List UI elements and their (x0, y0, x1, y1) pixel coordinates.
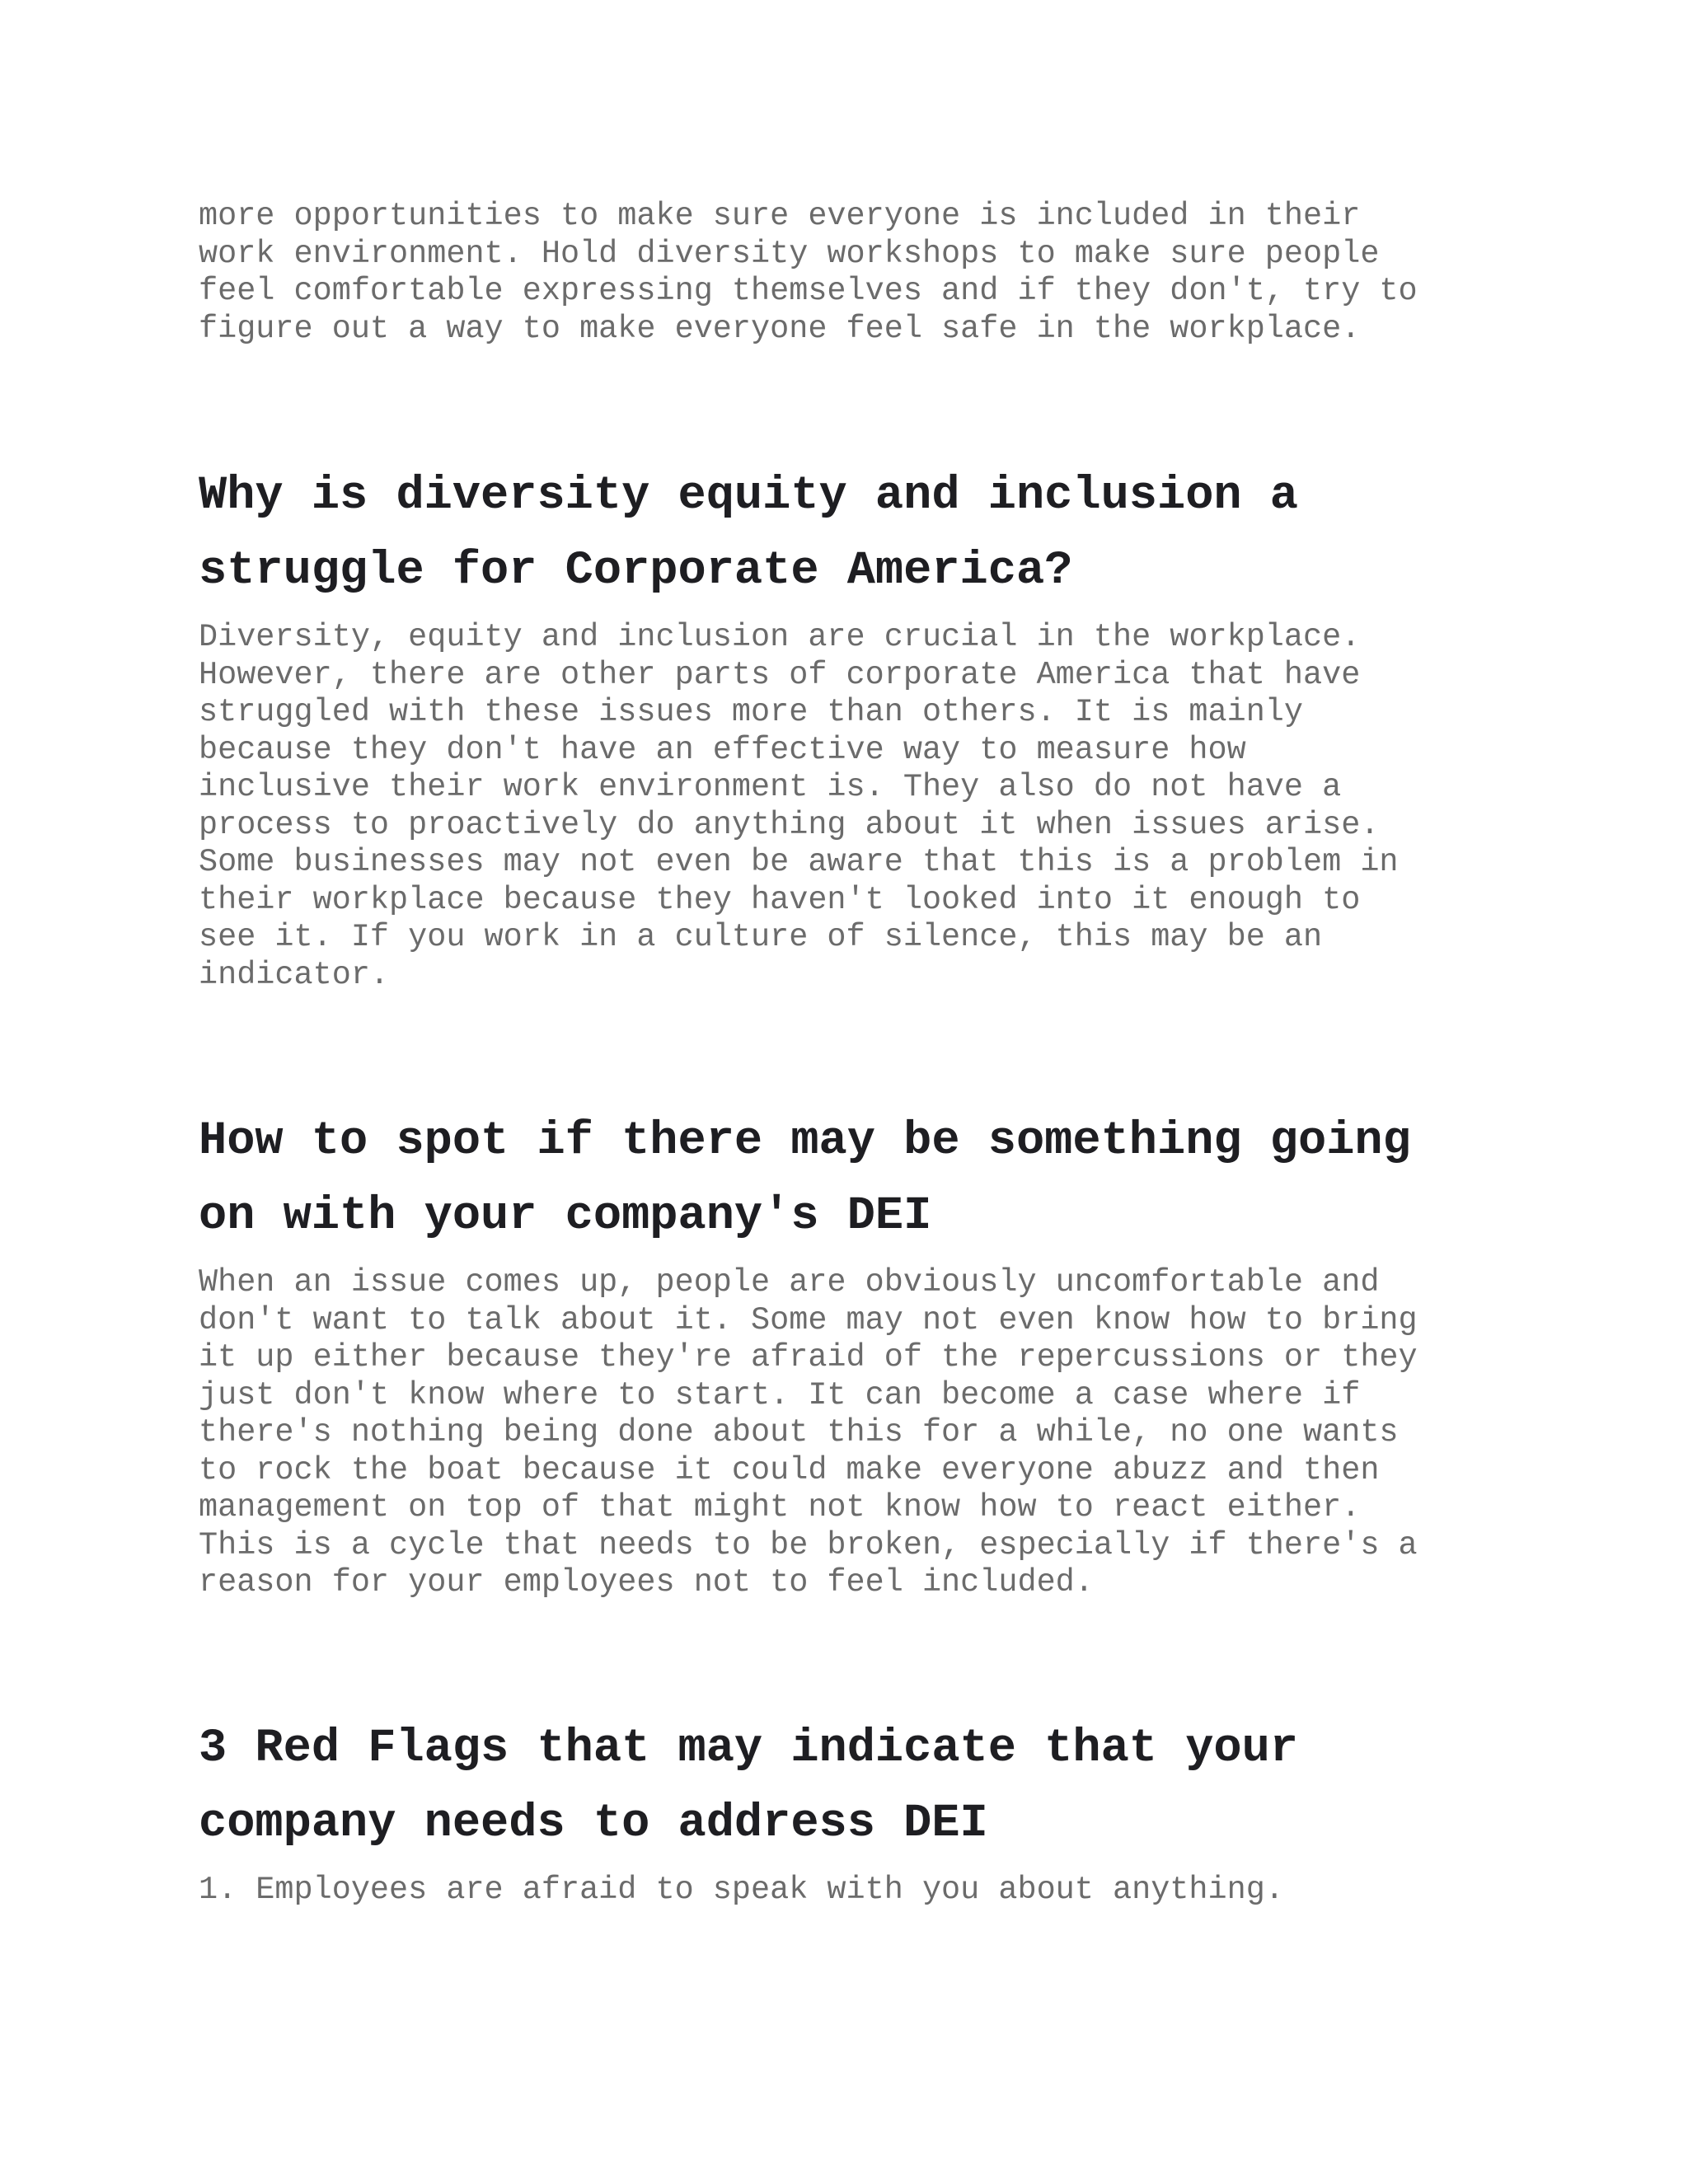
section-paragraph-corporate-struggle: Diversity, equity and inclusion are crucial in the workplace. However, there are other parts of corporate America that have struggled with these issues more than others. It is mainly because they don't have an effective way to measure how inclusive their work environment is. They also do not have a process to proactively do anything about it when issues arise. Some businesses may not even be aware that this is a problem in their workplace because they haven't looked into it enough to see it. If you work in a culture of silence, this may be an indicator. (199, 619, 1399, 993)
section-heading-spot-dei-issues: How to spot if there may be something going on with your company's DEI (199, 1115, 1411, 1243)
section-paragraph-spot-dei-issues: When an issue comes up, people are obviously uncomfortable and don't want to talk about it. Some may not even know how to bring it up either because they're afraid of the repercussions or they just don't know where to start. It can become a case where if there's nothing being done about this for a while, no one wants to rock the boat because it could make everyone abuzz and then management on top of that might not know how to react either. This is a cycle that needs to be broken, especially if there's a reason for your employees not to feel included. (199, 1264, 1418, 1601)
section-heading-corporate-struggle: Why is diversity equity and inclusion a struggle for Corporate America? (199, 470, 1299, 598)
list-item-red-flag-1: 1. Employees are afraid to speak with you about anything. (199, 1871, 1284, 1908)
document-content (199, 198, 1517, 1909)
intro-paragraph: more opportunities to make sure everyone is included in their work environment. Hold diversity workshops to make sure people feel comfortable expressing themselves and if they don't, try to figure out a way to make everyone feel safe in the workplace. (199, 198, 1418, 347)
section-heading-red-flags: 3 Red Flags that may indicate that your company needs to address DEI (199, 1722, 1299, 1850)
